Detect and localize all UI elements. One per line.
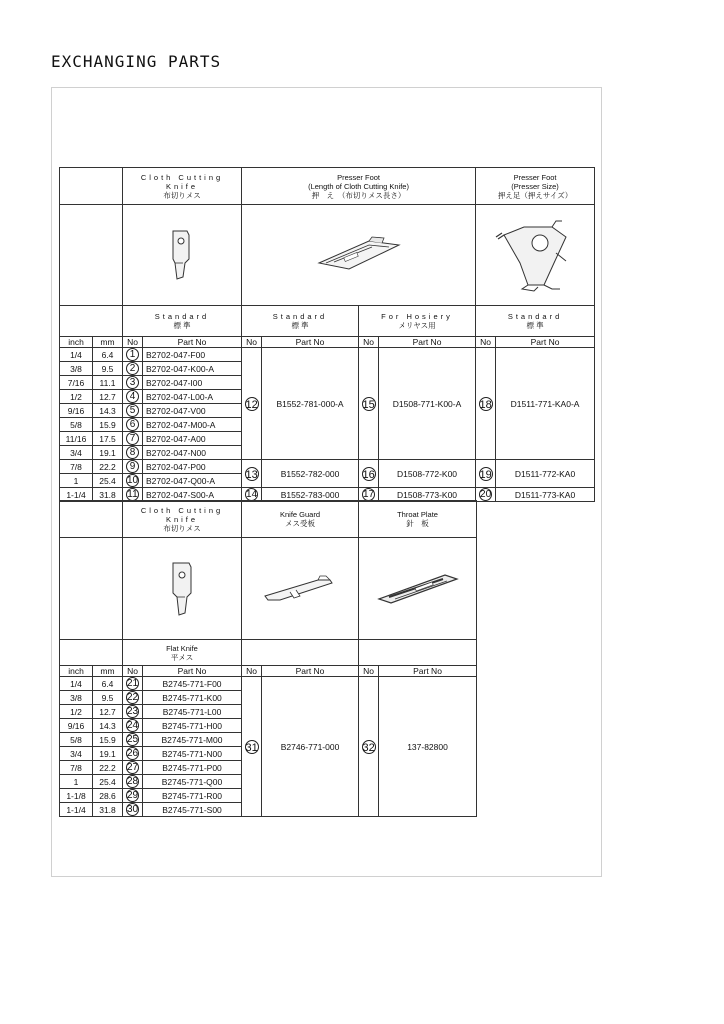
item-number: 13 <box>242 460 262 488</box>
cloth-cutting-knife-image <box>123 205 242 306</box>
inch-cell: 1-1/8 <box>60 789 93 803</box>
inch-cell: 1-1/4 <box>60 488 93 502</box>
inch-cell: 7/8 <box>60 761 93 775</box>
mm-cell: 15.9 <box>93 418 123 432</box>
blank-variant-cell <box>60 306 123 337</box>
col-no: No <box>242 666 262 677</box>
inch-cell: 9/16 <box>60 404 93 418</box>
item-number: 24 <box>123 719 143 733</box>
item-number: 23 <box>123 705 143 719</box>
item-number: 15 <box>359 348 379 460</box>
part-number: B2702-047-F00 <box>143 348 242 362</box>
part-number: B2745-771-N00 <box>143 747 242 761</box>
mm-cell: 22.2 <box>93 761 123 775</box>
col-inch: inch <box>60 666 93 677</box>
blank-variant-cell <box>242 640 359 666</box>
item-number: 31 <box>242 677 262 817</box>
part-number: B2702-047-V00 <box>143 404 242 418</box>
part-number: D1511-772-KA0 <box>496 460 595 488</box>
variant-knife-standard: Standard 標 準 <box>123 306 242 337</box>
variant-pf-standard: Standard 標 準 <box>242 306 359 337</box>
variant-pf2-standard: Standard 標 準 <box>476 306 595 337</box>
inch-cell: 1 <box>60 474 93 488</box>
item-number: 26 <box>123 747 143 761</box>
mm-cell: 9.5 <box>93 691 123 705</box>
item-number: 4 <box>123 390 143 404</box>
col-part-no: Part No <box>262 666 359 677</box>
mm-cell: 25.4 <box>93 775 123 789</box>
blank-image-cell <box>60 538 123 640</box>
blank-variant-cell <box>359 640 477 666</box>
part-number: B2702-047-M00-A <box>143 418 242 432</box>
part-number: D1511-771-KA0-A <box>496 348 595 460</box>
header-knife-guard: Knife Guard メス受板 <box>242 501 359 538</box>
item-number: 14 <box>242 488 262 502</box>
part-number: D1508-773-K00 <box>379 488 476 502</box>
blank-image-cell <box>60 205 123 306</box>
item-number: 18 <box>476 348 496 460</box>
col-inch: inch <box>60 337 93 348</box>
item-number: 9 <box>123 460 143 474</box>
col-part-no: Part No <box>262 337 359 348</box>
inch-cell: 3/8 <box>60 362 93 376</box>
parts-table-presser-foot <box>59 167 595 502</box>
part-number: B2702-047-A00 <box>143 432 242 446</box>
variant-flat-knife: Flat Knife 平メス <box>123 640 242 666</box>
part-number: B2745-771-P00 <box>143 761 242 775</box>
item-number: 29 <box>123 789 143 803</box>
col-no: No <box>123 337 143 348</box>
inch-cell: 11/16 <box>60 432 93 446</box>
col-mm: mm <box>93 666 123 677</box>
item-number: 22 <box>123 691 143 705</box>
item-number: 1 <box>123 348 143 362</box>
col-part-no: Part No <box>143 666 242 677</box>
mm-cell: 14.3 <box>93 404 123 418</box>
inch-cell: 3/4 <box>60 446 93 460</box>
item-number: 7 <box>123 432 143 446</box>
inch-cell: 1/2 <box>60 705 93 719</box>
item-number: 11 <box>123 488 143 502</box>
mm-cell: 11.1 <box>93 376 123 390</box>
mm-cell: 19.1 <box>93 446 123 460</box>
inch-cell: 1-1/4 <box>60 803 93 817</box>
mm-cell: 12.7 <box>93 390 123 404</box>
mm-cell: 28.6 <box>93 789 123 803</box>
col-part-no: Part No <box>143 337 242 348</box>
col-no: No <box>476 337 496 348</box>
inch-cell: 7/8 <box>60 460 93 474</box>
part-number: B2745-771-M00 <box>143 733 242 747</box>
mm-cell: 12.7 <box>93 705 123 719</box>
header-presser-foot-size: Presser Foot (Presser Size) 押え足（押えサイズ） <box>476 168 595 205</box>
mm-cell: 17.5 <box>93 432 123 446</box>
item-number: 10 <box>123 474 143 488</box>
part-number: B2745-771-H00 <box>143 719 242 733</box>
presser-foot-image <box>242 205 476 306</box>
item-number: 6 <box>123 418 143 432</box>
col-no: No <box>359 666 379 677</box>
item-number: 21 <box>123 677 143 691</box>
col-no: No <box>123 666 143 677</box>
item-number: 16 <box>359 460 379 488</box>
part-number: B2702-047-L00-A <box>143 390 242 404</box>
inch-cell: 5/8 <box>60 733 93 747</box>
col-no: No <box>359 337 379 348</box>
item-number: 8 <box>123 446 143 460</box>
part-number: B1552-783-000 <box>262 488 359 502</box>
page-title: EXCHANGING PARTS <box>51 52 222 71</box>
presser-foot-size-image <box>476 205 595 306</box>
inch-cell: 1 <box>60 775 93 789</box>
col-part-no: Part No <box>379 666 477 677</box>
part-number: B2702-047-Q00-A <box>143 474 242 488</box>
inch-cell: 1/4 <box>60 677 93 691</box>
item-number: 12 <box>242 348 262 460</box>
mm-cell: 22.2 <box>93 460 123 474</box>
col-no: No <box>242 337 262 348</box>
part-number: B2745-771-F00 <box>143 677 242 691</box>
item-number: 32 <box>359 677 379 817</box>
part-number: 137-82800 <box>379 677 477 817</box>
item-number: 27 <box>123 761 143 775</box>
item-number: 28 <box>123 775 143 789</box>
inch-cell: 5/8 <box>60 418 93 432</box>
mm-cell: 15.9 <box>93 733 123 747</box>
knife-guard-image <box>242 538 359 640</box>
part-number: B2745-771-L00 <box>143 705 242 719</box>
part-number: B2702-047-P00 <box>143 460 242 474</box>
mm-cell: 31.8 <box>93 488 123 502</box>
part-number: B1552-782-000 <box>262 460 359 488</box>
item-number: 3 <box>123 376 143 390</box>
throat-plate-image <box>359 538 477 640</box>
part-number: B2746-771-000 <box>262 677 359 817</box>
part-number: B2745-771-Q00 <box>143 775 242 789</box>
blank-header <box>60 501 123 538</box>
part-number: D1511-773-KA0 <box>496 488 595 502</box>
col-part-no: Part No <box>379 337 476 348</box>
item-number: 30 <box>123 803 143 817</box>
header-cloth-cutting-knife: Cloth Cutting Knife 布切りメス <box>123 501 242 538</box>
part-number: B2745-771-R00 <box>143 789 242 803</box>
item-number: 17 <box>359 488 379 502</box>
item-number: 19 <box>476 460 496 488</box>
col-mm: mm <box>93 337 123 348</box>
part-number: B2702-047-N00 <box>143 446 242 460</box>
mm-cell: 6.4 <box>93 677 123 691</box>
mm-cell: 31.8 <box>93 803 123 817</box>
part-number: B2745-771-K00 <box>143 691 242 705</box>
header-cloth-cutting-knife: Cloth Cutting Knife 布切りメス <box>123 168 242 205</box>
item-number: 2 <box>123 362 143 376</box>
item-number: 20 <box>476 488 496 502</box>
header-throat-plate: Throat Plate 針 板 <box>359 501 477 538</box>
blank-header <box>60 168 123 205</box>
part-number: B2702-047-S00-A <box>143 488 242 502</box>
parts-table-knife-throat <box>59 500 477 817</box>
part-number: D1508-771-K00-A <box>379 348 476 460</box>
blank-variant-cell <box>60 640 123 666</box>
inch-cell: 7/16 <box>60 376 93 390</box>
inch-cell: 3/8 <box>60 691 93 705</box>
mm-cell: 14.3 <box>93 719 123 733</box>
flat-knife-image <box>123 538 242 640</box>
part-number: D1508-772-K00 <box>379 460 476 488</box>
part-number: B2702-047-I00 <box>143 376 242 390</box>
item-number: 25 <box>123 733 143 747</box>
part-number: B1552-781-000-A <box>262 348 359 460</box>
part-number: B2745-771-S00 <box>143 803 242 817</box>
inch-cell: 1/2 <box>60 390 93 404</box>
mm-cell: 19.1 <box>93 747 123 761</box>
mm-cell: 6.4 <box>93 348 123 362</box>
variant-pf-hosiery: For Hosiery メリヤス用 <box>359 306 476 337</box>
part-number: B2702-047-K00-A <box>143 362 242 376</box>
col-part-no: Part No <box>496 337 595 348</box>
inch-cell: 1/4 <box>60 348 93 362</box>
inch-cell: 9/16 <box>60 719 93 733</box>
inch-cell: 3/4 <box>60 747 93 761</box>
mm-cell: 25.4 <box>93 474 123 488</box>
header-presser-foot-length: Presser Foot (Length of Cloth Cutting Knife) 押 え （布切りメス長さ） <box>242 168 476 205</box>
item-number: 5 <box>123 404 143 418</box>
mm-cell: 9.5 <box>93 362 123 376</box>
